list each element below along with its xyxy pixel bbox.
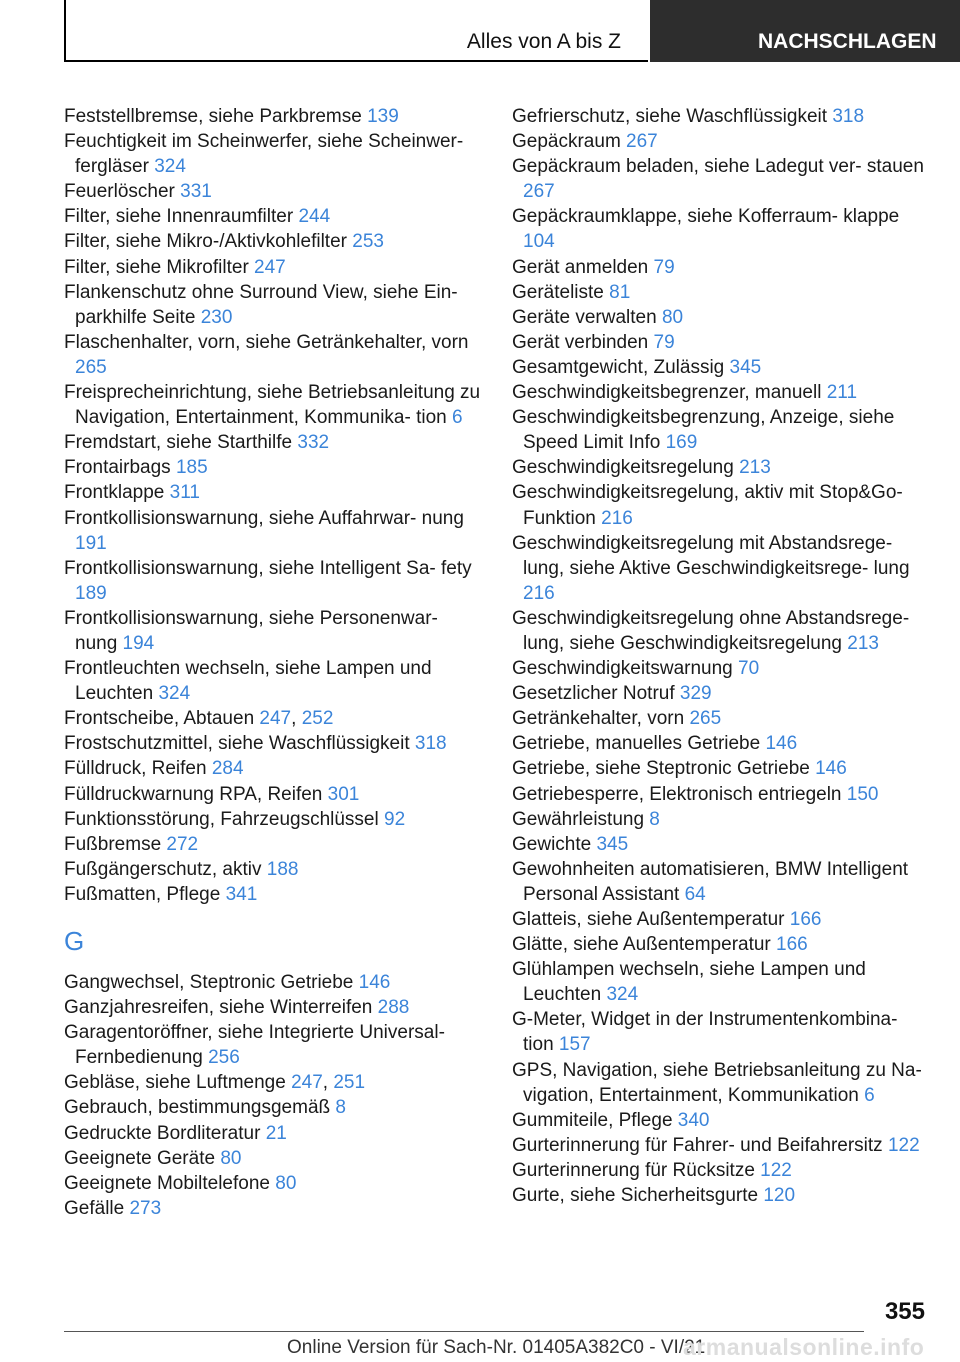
page-reference-link[interactable]: 340 xyxy=(677,1109,710,1131)
index-entry-term: Geräte verwalten xyxy=(512,306,662,328)
index-entry xyxy=(64,506,484,556)
page-reference-link[interactable]: 273 xyxy=(129,1197,162,1219)
page-reference-link[interactable]: 267 xyxy=(523,181,555,203)
page-reference-link[interactable]: 213 xyxy=(739,457,771,479)
index-entry xyxy=(512,531,932,606)
page-reference-link[interactable]: 331 xyxy=(180,181,212,203)
index-entry xyxy=(64,731,484,756)
page-reference-link[interactable]: 8 xyxy=(335,1097,346,1119)
index-entry xyxy=(64,782,484,807)
index-entry xyxy=(512,355,932,380)
index-entry-term: Geschwindigkeitsregelung, aktiv mit Stop&Go- Funktion xyxy=(512,482,903,529)
index-entry xyxy=(512,280,932,305)
index-entry xyxy=(64,882,484,907)
page-reference-link[interactable]: 272 xyxy=(166,833,199,855)
index-entry xyxy=(512,1133,932,1158)
index-entry-term: Feuchtigkeit im Scheinwerfer, siehe Scheinwer‐ fergläser xyxy=(64,131,464,178)
index-entry-term: Glatteis, siehe Außentemperatur xyxy=(512,909,790,930)
page-reference-link[interactable]: 267 xyxy=(626,131,658,153)
index-entry xyxy=(512,782,932,807)
index-entry-term: Flankenschutz ohne Surround View, siehe Ein‐ parkhilfe Seite xyxy=(64,281,458,328)
page-reference-link[interactable]: 252 xyxy=(301,708,334,730)
index-entry-term: Gesamtgewicht, Zulässig xyxy=(512,356,730,378)
header-section-box xyxy=(64,0,648,62)
index-entry xyxy=(512,455,932,480)
index-entry-term: Geschwindigkeitswarnung xyxy=(512,658,739,680)
page-reference-link[interactable]: 80 xyxy=(661,306,684,328)
index-entry-term: Feststellbremse, siehe Parkbremse xyxy=(64,106,368,127)
index-entry xyxy=(64,380,484,430)
index-entry-term: Frontkollisionswarnung, siehe Auffahrwar‐ nung xyxy=(64,507,464,529)
index-entry-term: Gewichte xyxy=(512,833,597,855)
index-entry xyxy=(512,681,932,706)
page-reference-link[interactable]: 104 xyxy=(523,231,555,253)
index-entry-term: Geschwindigkeitsbegrenzung, Anzeige, siehe Speed Limit Info xyxy=(512,407,895,454)
index-entry-term: Fußgängerschutz, aktiv xyxy=(64,858,267,880)
index-entry-term: Gerät anmelden xyxy=(512,256,654,278)
page-reference-link[interactable]: 213 xyxy=(847,632,879,654)
index-entry-term: Frontleuchten wechseln, siehe Lampen und Leuchten xyxy=(64,658,432,705)
index-entry xyxy=(64,807,484,832)
page-reference-link[interactable]: 324 xyxy=(154,156,186,178)
index-entry-term: Gerät verbinden xyxy=(512,331,654,353)
section-title: Alles von A bis Z xyxy=(466,30,621,53)
index-entry-term: Gepäckraum xyxy=(512,131,627,153)
page-reference-link[interactable]: 329 xyxy=(679,683,712,705)
page-reference-link[interactable]: 6 xyxy=(452,407,463,429)
index-entry-term: Gefrierschutz, siehe Waschflüssigkeit xyxy=(512,106,833,127)
chapter-title: NACHSCHLAGEN xyxy=(758,30,937,53)
index-entry-term: Feuerlöscher xyxy=(64,181,181,203)
page-reference-link[interactable]: 247 xyxy=(259,708,292,730)
index-column-right xyxy=(512,104,932,1208)
index-entry xyxy=(512,305,932,330)
page-reference-link[interactable]: 247 xyxy=(254,256,286,278)
index-entry xyxy=(64,1146,484,1171)
index-entry xyxy=(64,455,484,480)
page-reference-link[interactable]: 122 xyxy=(760,1159,792,1181)
page-reference-link[interactable]: 146 xyxy=(815,758,847,780)
index-entry-term: Geeignete Mobiltelefone xyxy=(64,1172,276,1194)
index-entry-term: Geschwindigkeitsregelung mit Abstandsrege‐ lung, siehe Aktive Geschwindigkeitsrege‐ lung xyxy=(512,532,910,579)
index-entry xyxy=(64,556,484,606)
page-reference-link[interactable]: 244 xyxy=(298,206,331,228)
index-entry-term: Geräteliste xyxy=(512,281,610,303)
page-reference-link[interactable]: 21 xyxy=(265,1122,287,1144)
index-entry-term: Frontkollisionswarnung, siehe Intelligent Sa‐ fety xyxy=(64,557,472,579)
index-column-left xyxy=(64,104,484,1221)
page-reference-link[interactable]: 185 xyxy=(175,457,208,479)
index-entry-term: Gurterinnerung für Fahrer- und Beifahrersitz xyxy=(512,1134,888,1156)
page-reference-link[interactable]: 318 xyxy=(832,106,865,127)
index-entry-term: Gewohnheiten automatisieren, BMW Intelligent Personal Assistant xyxy=(512,858,909,905)
index-entry xyxy=(64,606,484,656)
page-reference-link[interactable]: 256 xyxy=(208,1047,240,1069)
index-entry xyxy=(64,1095,484,1120)
index-entry-term: G-Meter, Widget in der Instrumentenkombina‐ tion xyxy=(512,1009,898,1056)
index-entry-term: Gesetzlicher Notruf xyxy=(512,683,680,705)
index-entry xyxy=(512,204,932,254)
page-reference-link[interactable]: 146 xyxy=(765,733,798,755)
index-entry-term: Getriebe, siehe Steptronic Getriebe xyxy=(512,758,816,780)
index-entry xyxy=(512,731,932,756)
page-number: 355 xyxy=(884,1298,925,1325)
index-entry xyxy=(64,857,484,882)
index-entry-term: Gebläse, siehe Luftmenge xyxy=(64,1072,292,1094)
index-entry-term: Fußmatten, Pflege xyxy=(64,883,226,905)
page-reference-link[interactable]: 216 xyxy=(601,507,633,529)
index-entry xyxy=(64,1020,484,1070)
index-entry-term: Gurte, siehe Sicherheitsgurte xyxy=(512,1185,764,1207)
index-entry-term: Gummiteile, Pflege xyxy=(512,1109,678,1131)
index-entry-term: Getriebesperre, Elektronisch entriegeln xyxy=(512,783,847,805)
index-entry xyxy=(64,204,484,229)
index-entry xyxy=(512,1058,932,1108)
index-entry-term: Glühlampen wechseln, siehe Lampen und Leuchten xyxy=(512,959,866,1006)
page-reference-link[interactable]: 265 xyxy=(75,356,107,378)
page-reference-link[interactable]: 301 xyxy=(327,783,360,805)
index-entry-term: Frontairbags xyxy=(64,457,176,479)
footer-divider xyxy=(64,1331,864,1332)
index-entry-term: Frostschutzmittel, siehe Waschflüssigkeit xyxy=(64,733,415,755)
index-entry-term: Filter, siehe Mikrofilter xyxy=(64,256,255,278)
index-entry-term: Geschwindigkeitsregelung xyxy=(512,457,740,479)
page-reference-link[interactable]: 64 xyxy=(684,883,706,905)
index-entry xyxy=(64,280,484,330)
index-entry-term: Frontkollisionswarnung, siehe Personenwar‐ nung xyxy=(64,607,438,654)
index-entry xyxy=(64,1121,484,1146)
page-reference-link[interactable]: 216 xyxy=(523,582,555,604)
page-reference-link[interactable]: 284 xyxy=(211,758,244,780)
page-reference-link[interactable]: 324 xyxy=(158,683,191,705)
page-reference-link[interactable]: 318 xyxy=(414,733,447,755)
index-entry-term: Gedruckte Bordliteratur xyxy=(64,1122,266,1144)
index-entry xyxy=(512,104,932,129)
page-reference-link[interactable]: 79 xyxy=(653,256,675,278)
index-entry xyxy=(64,104,484,129)
page-reference-link[interactable]: 8 xyxy=(649,808,660,830)
page-reference-link[interactable]: 139 xyxy=(367,106,399,127)
page-reference-link[interactable]: 166 xyxy=(789,909,822,930)
index-entry-term: Geschwindigkeitsbegrenzer, manuell xyxy=(512,382,827,404)
chapter-tab xyxy=(650,0,960,62)
index-entry xyxy=(64,430,484,455)
index-entry xyxy=(512,154,932,204)
page-reference-link[interactable]: 80 xyxy=(275,1172,297,1194)
page-reference-link[interactable]: 345 xyxy=(729,356,762,378)
page-reference-link[interactable]: 194 xyxy=(122,632,155,654)
page-reference-link[interactable]: 324 xyxy=(606,984,639,1006)
index-entry xyxy=(512,932,932,957)
index-entry xyxy=(512,129,932,154)
page-reference-link[interactable]: 247 xyxy=(291,1072,323,1094)
index-entry xyxy=(64,1196,484,1221)
index-entry-term: Gebrauch, bestimmungsgemäß xyxy=(64,1097,336,1119)
index-entry xyxy=(64,1171,484,1196)
index-entry xyxy=(512,1158,932,1183)
index-entry xyxy=(64,179,484,204)
page-reference-link[interactable]: 265 xyxy=(689,708,722,730)
index-entry xyxy=(512,606,932,656)
page-reference-link[interactable]: 92 xyxy=(384,808,406,830)
index-entry xyxy=(512,1007,932,1057)
index-entry-term: Geeignete Geräte xyxy=(64,1147,221,1169)
page-reference-link[interactable]: 345 xyxy=(596,833,629,855)
index-entry xyxy=(64,656,484,706)
index-entry xyxy=(512,330,932,355)
index-entry xyxy=(512,405,932,455)
index-entry-term: Gurterinnerung für Rücksitze xyxy=(512,1159,761,1181)
page-reference-link[interactable]: 122 xyxy=(887,1134,920,1156)
index-entry xyxy=(64,129,484,179)
index-entry-term: Fülldruck, Reifen xyxy=(64,758,212,780)
index-entry xyxy=(512,656,932,681)
page-reference-link[interactable]: 191 xyxy=(75,532,107,554)
index-entry-term: Fußbremse xyxy=(64,833,167,855)
page-reference-link[interactable]: 146 xyxy=(358,972,391,993)
index-entry-term: Getränkehalter, vorn xyxy=(512,708,690,730)
page-reference-link[interactable]: 332 xyxy=(297,432,330,454)
index-entry-term: Gangwechsel, Steptronic Getriebe xyxy=(64,972,359,993)
page-reference-link[interactable]: 251 xyxy=(333,1072,366,1094)
page-reference-link[interactable]: 157 xyxy=(558,1034,591,1056)
index-entry xyxy=(64,330,484,380)
index-entry xyxy=(512,380,932,405)
index-entry xyxy=(64,229,484,254)
page-reference-link[interactable]: 189 xyxy=(75,582,107,604)
index-entry xyxy=(512,756,932,781)
index-entry-term: GPS, Navigation, siehe Betriebsanleitung zu Na‐ vigation, Entertainment, Kommunikation xyxy=(512,1059,922,1106)
page-reference-link[interactable]: 79 xyxy=(653,331,675,353)
page-reference-link[interactable]: 311 xyxy=(169,482,200,504)
index-entry xyxy=(64,756,484,781)
page-reference-link[interactable]: 166 xyxy=(776,934,808,956)
index-entry-term: Freisprecheinrichtung, siehe Betriebsanleitung zu Navigation, Entertainment, Kommunika‐ tion xyxy=(64,382,481,429)
page-reference-link[interactable]: 150 xyxy=(846,783,879,805)
index-entry xyxy=(512,1108,932,1133)
index-entry xyxy=(512,1183,932,1208)
index-entry-term: Gewährleistung xyxy=(512,808,650,830)
page-reference-link[interactable]: 70 xyxy=(738,658,760,680)
index-entry-term: Garagentoröffner, siehe Integrierte Universal‐ Fernbedienung xyxy=(64,1022,445,1069)
index-entry xyxy=(512,706,932,731)
page-reference-link[interactable]: 188 xyxy=(266,858,299,880)
page-reference-link[interactable]: 81 xyxy=(609,281,631,303)
page-reference-link[interactable]: 169 xyxy=(665,432,698,454)
index-entry: Gebläse, siehe Luftmenge 247, 251 xyxy=(64,1072,366,1094)
index-entry xyxy=(64,995,484,1020)
index-entry xyxy=(64,255,484,280)
index-entry xyxy=(64,480,484,505)
index-entry-term: Gepäckraum beladen, siehe Ladegut ver‐ stauen xyxy=(512,156,924,178)
index-entry xyxy=(512,957,932,1007)
index-letter-heading: G xyxy=(64,926,85,956)
page-reference-link[interactable]: 253 xyxy=(352,231,384,253)
index-entry-term: Geschwindigkeitsregelung ohne Abstandsrege‐ lung, siehe Geschwindigkeitsregelung xyxy=(512,607,910,654)
index-entry-term: Getriebe, manuelles Getriebe xyxy=(512,733,766,755)
index-entry xyxy=(64,970,484,995)
index-entry-term: Glätte, siehe Außentemperatur xyxy=(512,934,777,956)
index-entry-term: Funktionsstörung, Fahrzeugschlüssel xyxy=(64,808,384,830)
index-entry xyxy=(512,907,932,932)
index-entry: Frontscheibe, Abtauen 247, 252 xyxy=(64,708,334,730)
index-entry-term: Filter, siehe Mikro-/Aktivkohlefilter xyxy=(64,231,353,253)
page-reference-link[interactable]: 341 xyxy=(225,883,258,905)
index-entry xyxy=(512,832,932,857)
index-entry xyxy=(512,857,932,907)
index-entry-term: Filter, siehe Innenraumfilter xyxy=(64,206,299,228)
index-entry xyxy=(512,480,932,530)
page-reference-link[interactable]: 211 xyxy=(826,382,858,404)
page-reference-link[interactable]: 288 xyxy=(377,997,410,1019)
index-entry-term: Flaschenhalter, vorn, siehe Getränkehalter, vorn xyxy=(64,331,469,353)
watermark: armanualsonline.info xyxy=(683,1334,925,1360)
page-reference-link[interactable]: 230 xyxy=(200,306,233,328)
index-entry xyxy=(64,832,484,857)
page-reference-link[interactable]: 6 xyxy=(864,1084,875,1106)
index-entry-term: Frontklappe xyxy=(64,482,170,504)
index-entry-term: Ganzjahresreifen, siehe Winterreifen xyxy=(64,997,378,1019)
page-reference-link[interactable]: 80 xyxy=(220,1147,242,1169)
index-entry-term: Gefälle xyxy=(64,1197,130,1219)
index-entry-term: Frontscheibe, Abtauen xyxy=(64,708,260,730)
index-entry-term: Fülldruckwarnung RPA, Reifen xyxy=(64,783,328,805)
index-entry xyxy=(512,807,932,832)
index-entry xyxy=(512,255,932,280)
index-entry-term: Gepäckraumklappe, siehe Kofferraum‐ klappe xyxy=(512,206,900,228)
page-reference-link[interactable]: 120 xyxy=(763,1185,796,1207)
footer-version: Online Version für Sach-Nr. 01405A382C0 - VI/21 xyxy=(287,1337,706,1358)
index-entry-term: Fremdstart, siehe Starthilfe xyxy=(64,432,298,454)
